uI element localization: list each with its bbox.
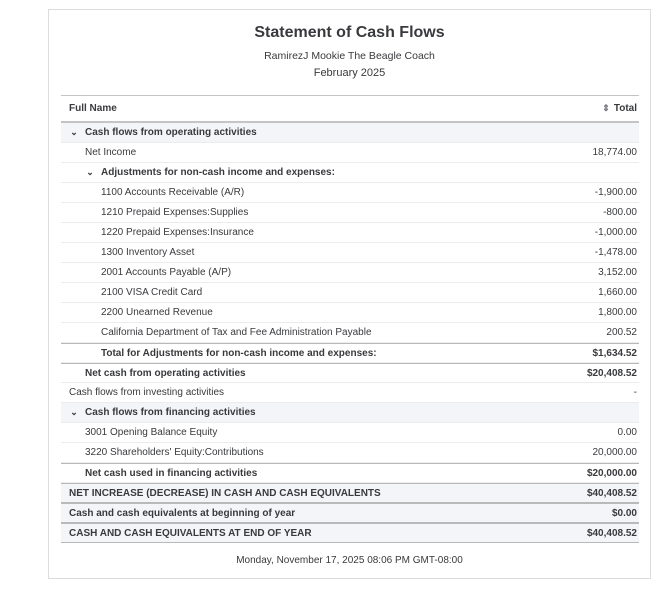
investing-activities-row[interactable] xyxy=(61,383,639,403)
row-value: 20,000.00 xyxy=(592,447,637,458)
row-value: -800.00 xyxy=(603,207,637,218)
row-label: Cash flows from investing activities xyxy=(69,387,225,398)
row-label: Cash flows from financing activities xyxy=(85,407,256,418)
row-value: -1,900.00 xyxy=(594,187,637,198)
column-header-total[interactable] xyxy=(602,103,637,114)
cash-flow-report xyxy=(48,9,651,579)
row-value: $1,634.52 xyxy=(592,347,637,359)
row-value: 1,660.00 xyxy=(598,287,637,298)
net-operating-row[interactable] xyxy=(61,363,639,383)
row-label: 2001 Accounts Payable (A/P) xyxy=(101,267,232,278)
table-row[interactable] xyxy=(61,243,639,263)
row-label: Net cash from operating activities xyxy=(85,367,246,379)
row-label: California Department of Tax and Fee Administration Payable xyxy=(101,327,372,338)
row-label: Cash flows from operating activities xyxy=(85,127,257,138)
row-label: Total for Adjustments for non-cash income and expenses: xyxy=(101,347,377,359)
row-label: CASH AND CASH EQUIVALENTS AT END OF YEAR xyxy=(69,527,312,539)
column-header-row xyxy=(61,95,639,123)
row-label: 1100 Accounts Receivable (A/R) xyxy=(101,187,245,198)
table-row[interactable] xyxy=(61,303,639,323)
row-label: 3220 Shareholders' Equity:Contributions xyxy=(85,447,264,458)
row-value: $40,408.52 xyxy=(586,487,637,499)
table-row[interactable] xyxy=(61,263,639,283)
report-timestamp: Monday, November 17, 2025 08:06 PM GMT-08:00 xyxy=(236,555,463,566)
section-operating-activities[interactable] xyxy=(61,123,639,143)
row-value: 200.52 xyxy=(606,327,637,338)
row-value: $40,408.52 xyxy=(586,527,637,539)
section-financing-activities[interactable] xyxy=(61,403,639,423)
report-table xyxy=(61,95,639,543)
ending-cash-row[interactable] xyxy=(61,523,639,543)
table-row[interactable] xyxy=(61,283,639,303)
table-row[interactable] xyxy=(61,183,639,203)
row-label: Net Income xyxy=(85,147,137,158)
row-value: - xyxy=(633,387,637,398)
row-value: $20,000.00 xyxy=(586,467,637,479)
row-label: 2100 VISA Credit Card xyxy=(101,287,203,298)
row-label: NET INCREASE (DECREASE) IN CASH AND CASH EQUIVALENTS xyxy=(69,487,381,499)
report-title: Statement of Cash Flows xyxy=(254,24,445,41)
report-period: February 2025 xyxy=(313,67,386,79)
table-row[interactable] xyxy=(61,143,639,163)
column-header-full-name[interactable]: Full Name xyxy=(69,103,117,114)
table-row[interactable] xyxy=(61,423,639,443)
section-adjustments[interactable] xyxy=(61,163,639,183)
row-label: Adjustments for non-cash income and expenses: xyxy=(101,167,335,178)
table-row[interactable] xyxy=(61,203,639,223)
row-label: 1300 Inventory Asset xyxy=(101,247,195,258)
row-value: 3,152.00 xyxy=(598,267,637,278)
table-row[interactable] xyxy=(61,443,639,463)
row-label: 2200 Unearned Revenue xyxy=(101,307,213,318)
column-header-total-label: Total xyxy=(613,103,637,114)
row-value: 18,774.00 xyxy=(592,147,637,158)
row-value: -1,478.00 xyxy=(594,247,637,258)
row-label: Cash and cash equivalents at beginning of year xyxy=(69,507,296,519)
row-label: 1210 Prepaid Expenses:Supplies xyxy=(101,207,249,218)
row-value: 1,800.00 xyxy=(598,307,637,318)
beginning-cash-row[interactable] xyxy=(61,503,639,523)
net-increase-row[interactable] xyxy=(61,483,639,503)
company-name: RamirezJ Mookie The Beagle Coach xyxy=(264,50,435,62)
row-value: $0.00 xyxy=(611,507,637,519)
row-label: 3001 Opening Balance Equity xyxy=(85,427,218,438)
table-row[interactable] xyxy=(61,323,639,343)
row-value: -1,000.00 xyxy=(594,227,637,238)
chevron-down-icon[interactable]: ⌄ xyxy=(86,167,94,177)
chevron-down-icon[interactable]: ⌄ xyxy=(70,407,78,417)
adjustments-total-row[interactable] xyxy=(61,343,639,363)
chevron-down-icon[interactable]: ⌄ xyxy=(70,127,78,137)
row-value: 0.00 xyxy=(617,427,637,438)
row-value: $20,408.52 xyxy=(586,367,637,379)
row-label: 1220 Prepaid Expenses:Insurance xyxy=(101,227,254,238)
row-label: Net cash used in financing activities xyxy=(85,467,258,479)
table-row[interactable] xyxy=(61,223,639,243)
sort-icon[interactable]: ⇕ xyxy=(602,103,610,113)
net-financing-row[interactable] xyxy=(61,463,639,483)
